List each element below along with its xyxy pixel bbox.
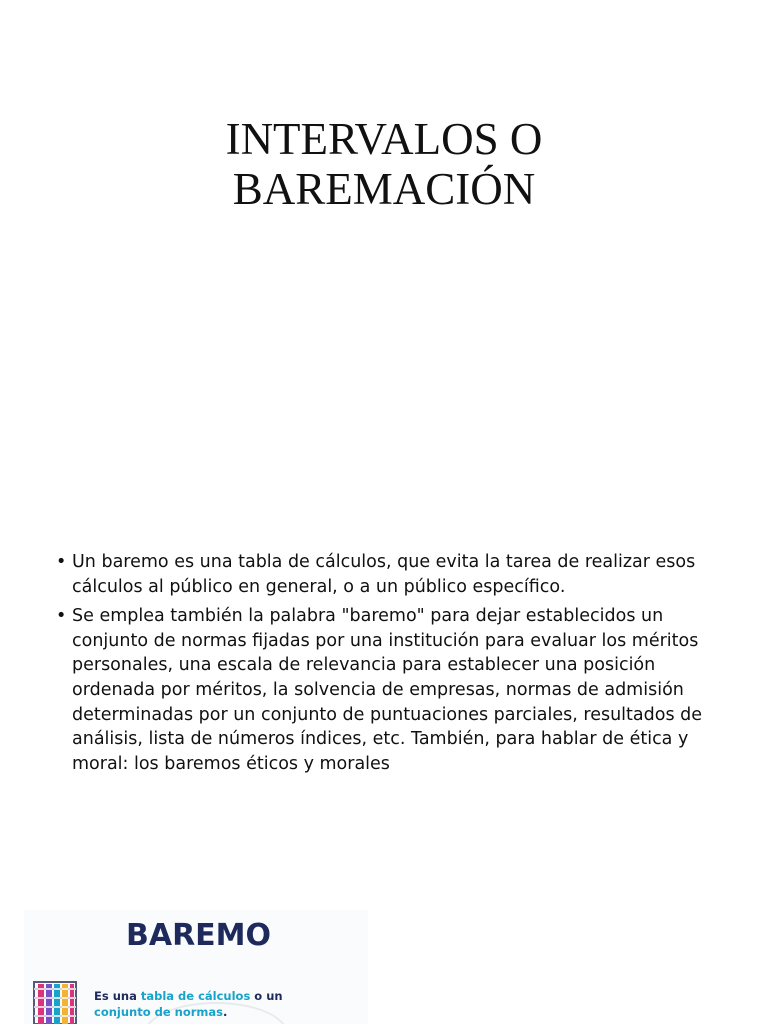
thumbnail-text-part: . [223, 1005, 228, 1019]
bullet-item [56, 604, 726, 776]
bullet-list [56, 550, 726, 781]
thumbnail-text-part: o un [250, 989, 283, 1003]
bullet-text: Un baremo es una tabla de cálculos, que evita la tarea de realizar esos cálculos al público en general, o a un público específico. [72, 552, 696, 597]
bullet-text: Se emplea también la palabra "baremo" para dejar establecidos un conjunto de normas fijadas por una institución para evaluar los méritos personales, una escala de relevancia para establecer una posición ordenada por méritos, la solvencia de empresas, normas de admisión determinadas por un conjunto de puntuaciones parciales, resultados de análisis, lista de números índices, etc. También, para hablar de ética y moral: los baremos éticos y morales [72, 606, 702, 774]
bullet-icon: • [56, 606, 67, 627]
slide-title-line-1: INTERVALOS O [225, 114, 543, 164]
thumbnail-highlight: conjunto de normas [94, 1005, 224, 1019]
bullet-item [56, 550, 726, 599]
slide-title-line-2: BAREMACIÓN [232, 164, 536, 214]
abacus-icon [32, 980, 78, 1024]
thumbnail-highlight: tabla de cálculos [140, 989, 251, 1003]
baremo-thumbnail-image [24, 910, 368, 1024]
thumbnail-description [94, 988, 334, 1020]
slide-title [0, 114, 768, 214]
thumbnail-text-part: Es una [94, 989, 141, 1003]
thumbnail-heading: BAREMO [126, 918, 272, 953]
bullet-icon: • [56, 552, 67, 572]
